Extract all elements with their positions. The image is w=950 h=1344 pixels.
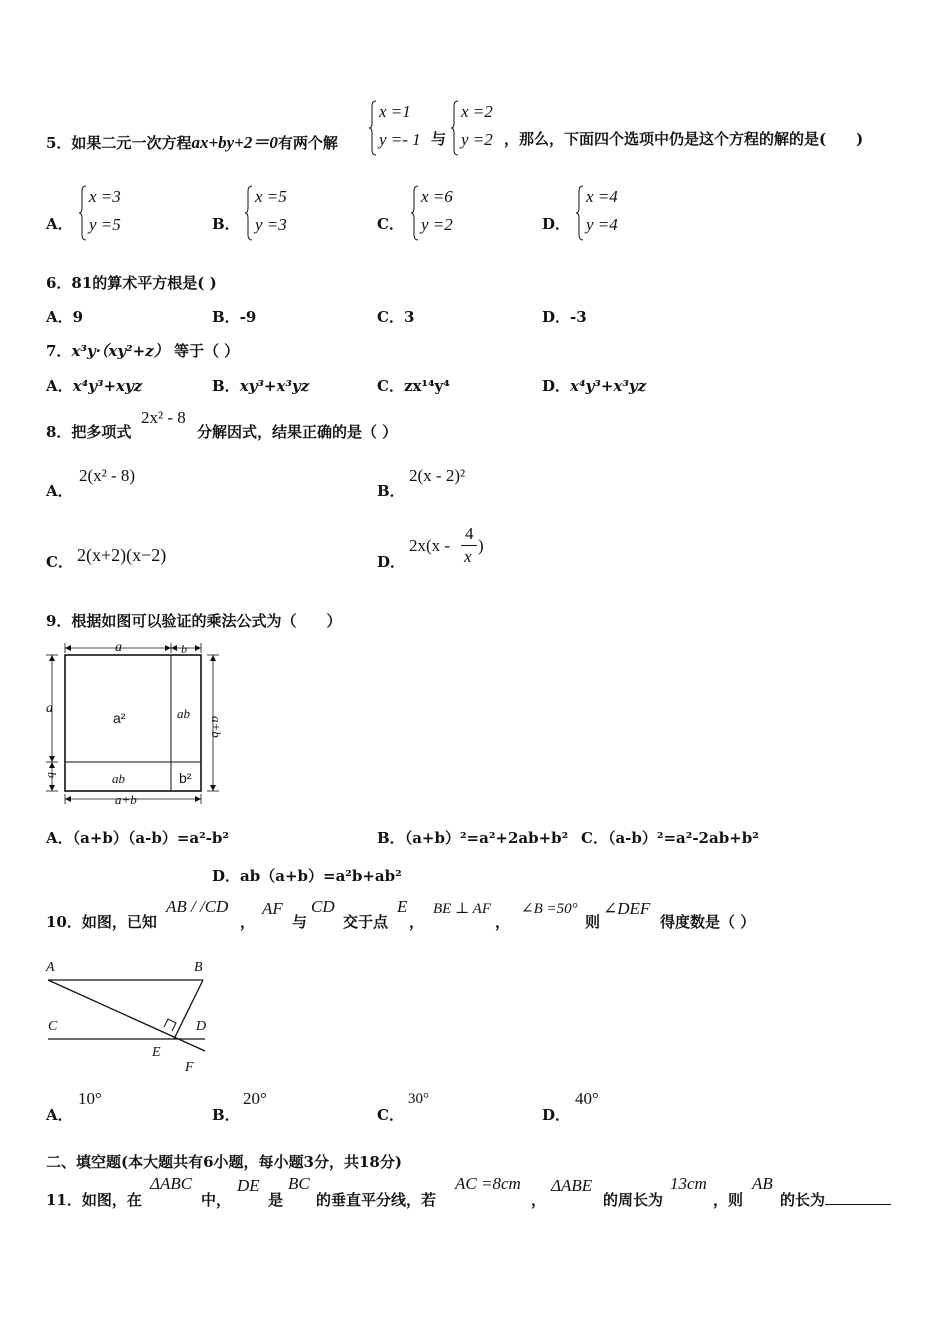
option-label: A． bbox=[46, 377, 73, 395]
q5-and: 与 bbox=[431, 130, 447, 148]
fraction-bar bbox=[461, 545, 477, 546]
q10-parallel-lines-figure bbox=[40, 955, 220, 1080]
q10-af: AF bbox=[262, 899, 283, 918]
option-label: D． bbox=[542, 377, 571, 395]
q8-polynomial: 2x² - 8 bbox=[141, 408, 186, 427]
cell-ab-bottom: ab bbox=[112, 771, 125, 786]
q6-option-d[interactable] bbox=[542, 306, 587, 327]
q8-d-denominator: x bbox=[464, 547, 472, 566]
q5-option-d[interactable] bbox=[576, 185, 636, 241]
q11-blank[interactable] bbox=[825, 1190, 891, 1205]
q10-comma: ， bbox=[495, 913, 511, 931]
q5-solution-1 bbox=[369, 100, 439, 156]
q6-option-a[interactable] bbox=[46, 306, 83, 327]
q11-bc: BC bbox=[288, 1174, 310, 1193]
q11-then: ，则 bbox=[713, 1191, 744, 1209]
q10-suffix: 得度数是（ ） bbox=[660, 913, 756, 931]
q9-option-c[interactable] bbox=[581, 827, 759, 848]
option-line-1: x =5 bbox=[255, 187, 287, 206]
q5-sol1-y: y =- 1 bbox=[379, 130, 421, 149]
q10-e: E bbox=[397, 897, 408, 916]
option-label: C． bbox=[377, 377, 404, 395]
brace-icon bbox=[245, 185, 253, 241]
label-top-b: b bbox=[181, 642, 187, 656]
option-value: （a+b）²=a²+2ab+b² bbox=[404, 829, 569, 847]
option-label: B． bbox=[212, 377, 240, 395]
q10-cd: CD bbox=[311, 897, 335, 916]
point-e: E bbox=[152, 1045, 161, 1060]
q5-sol1-x: x =1 bbox=[379, 102, 411, 121]
q10-angle-b: ∠B =50° bbox=[521, 901, 578, 917]
label-bottom-a-plus-b: a+b bbox=[115, 792, 137, 807]
label-left-b: b bbox=[45, 772, 59, 778]
q8-prefix: 8．把多项式 bbox=[46, 423, 132, 441]
option-line-2: y =4 bbox=[586, 215, 618, 234]
option-label: C． bbox=[581, 829, 608, 847]
q5-option-a[interactable] bbox=[79, 185, 139, 241]
option-label: B． bbox=[212, 308, 240, 326]
q10-option-a-label: A． bbox=[46, 1106, 73, 1124]
q11-mid: 的垂直平分线，若 bbox=[316, 1191, 437, 1209]
cell-ab-right: ab bbox=[177, 706, 190, 721]
q7-option-b[interactable] bbox=[212, 375, 309, 396]
q10-comma: ， bbox=[409, 913, 425, 931]
option-value: -9 bbox=[239, 308, 257, 326]
cell-a-squared: a² bbox=[113, 710, 126, 726]
option-value: x⁴y³+xyz bbox=[72, 377, 143, 395]
q8-d-numerator: 4 bbox=[465, 524, 474, 543]
option-value: -3 bbox=[570, 308, 587, 326]
q5-option-b[interactable] bbox=[245, 185, 305, 241]
q5-mid: 有两个解 bbox=[277, 134, 338, 152]
label-right-a-plus-b: a+b bbox=[209, 716, 224, 738]
q9-option-b[interactable] bbox=[377, 827, 568, 848]
q9-option-a[interactable] bbox=[46, 827, 229, 848]
q10-option-a[interactable]: 10° bbox=[78, 1089, 102, 1108]
q6-option-c[interactable] bbox=[377, 306, 414, 327]
option-value: （a+b）（a-b）=a²-b² bbox=[72, 829, 229, 847]
q11-answer-line bbox=[780, 1189, 891, 1210]
q10-parallel: AB / /CD bbox=[166, 897, 229, 916]
q8-suffix: 分解因式，结果正确的是（ ） bbox=[197, 423, 398, 441]
point-f: F bbox=[185, 1060, 194, 1075]
option-line-1: x =3 bbox=[89, 187, 121, 206]
option-value: （a-b）²=a²-2ab+b² bbox=[607, 829, 759, 847]
option-line-2: y =2 bbox=[421, 215, 453, 234]
q8-option-d-label: D． bbox=[377, 553, 406, 571]
q9-square-figure bbox=[40, 638, 230, 808]
option-label: B． bbox=[377, 829, 405, 847]
q8-option-a[interactable]: 2(x² - 8) bbox=[79, 466, 136, 485]
q11-perimeter: 的周长为 bbox=[603, 1191, 664, 1209]
option-label: D． bbox=[212, 867, 241, 885]
option-label: C． bbox=[377, 308, 404, 326]
point-b: B bbox=[194, 960, 203, 975]
point-d: D bbox=[196, 1019, 207, 1034]
option-label: D． bbox=[542, 308, 571, 326]
q5-sol2-x: x =2 bbox=[461, 102, 493, 121]
q11-ac: AC =8cm bbox=[455, 1174, 521, 1193]
q10-option-c[interactable]: 30° bbox=[408, 1091, 429, 1107]
q5-option-c[interactable] bbox=[411, 185, 471, 241]
q9-stem: 9．根据如图可以验证的乘法公式为（ ） bbox=[46, 612, 342, 630]
cell-b-squared: b² bbox=[179, 770, 192, 786]
point-c: C bbox=[48, 1019, 58, 1034]
q10-angle-def: ∠DEF bbox=[603, 899, 651, 918]
q8-option-a-label: A． bbox=[46, 482, 73, 500]
option-line-1: x =6 bbox=[421, 187, 453, 206]
q11-suffix: 的长为 bbox=[780, 1191, 826, 1209]
q8-d-post: ) bbox=[478, 536, 484, 555]
q5-equation: ax+by+2＝0 bbox=[191, 133, 278, 152]
q10-prefix: 10．如图，已知 bbox=[46, 913, 157, 931]
q8-d-pre: 2x(x - bbox=[409, 536, 451, 555]
q11-zhong: 中， bbox=[201, 1191, 232, 1209]
q8-option-c[interactable]: 2(x+2)(x−2) bbox=[77, 545, 167, 565]
q11-triangle-abc: ΔABC bbox=[150, 1174, 193, 1193]
brace-icon bbox=[576, 185, 584, 241]
q10-comma: ， bbox=[240, 913, 256, 931]
q10-option-d-label: D． bbox=[542, 1106, 571, 1124]
section-heading-fill-in: 二、填空题(本大题共有6小题，每小题3分，共18分) bbox=[46, 1153, 402, 1171]
q7-option-d[interactable] bbox=[542, 375, 646, 396]
q10-option-c-label: C． bbox=[377, 1106, 404, 1124]
q11-shi: 是 bbox=[268, 1191, 284, 1209]
q10-then: 则 bbox=[585, 913, 601, 931]
q9-option-d[interactable] bbox=[212, 865, 402, 886]
q11-length: 13cm bbox=[670, 1174, 707, 1193]
q7-option-a[interactable] bbox=[46, 375, 142, 396]
brace-icon bbox=[79, 185, 87, 241]
option-line-2: y =3 bbox=[255, 215, 287, 234]
q5-prefix: 5．如果二元一次方程 bbox=[46, 134, 192, 152]
option-value: x⁴y³+x³yz bbox=[570, 377, 647, 395]
option-line-2: y =5 bbox=[89, 215, 121, 234]
q10-option-d[interactable]: 40° bbox=[575, 1089, 599, 1108]
q5-option-b-label: B． bbox=[212, 215, 240, 233]
option-value: 3 bbox=[403, 308, 415, 326]
q5-option-d-label: D． bbox=[542, 215, 571, 233]
label-left-a: a bbox=[46, 701, 53, 716]
option-value: zx¹⁴y⁴ bbox=[403, 377, 450, 395]
option-label: A． bbox=[46, 308, 73, 326]
point-a: A bbox=[46, 960, 55, 975]
option-line-1: x =4 bbox=[586, 187, 618, 206]
q7-expression: x³y·（xy²+z） bbox=[71, 342, 169, 360]
q5-sol2-y: y =2 bbox=[461, 130, 493, 149]
q5-suffix: ，那么，下面四个选项中仍是这个方程的解的是( ) bbox=[504, 130, 864, 148]
q5-solution-2 bbox=[451, 100, 511, 156]
label-top-a: a bbox=[115, 640, 122, 655]
q10-meet: 交于点 bbox=[343, 913, 389, 931]
q8-option-c-label: C． bbox=[46, 553, 73, 571]
brace-icon bbox=[369, 100, 377, 156]
q5-option-c-label: C． bbox=[377, 215, 404, 233]
brace-icon bbox=[411, 185, 419, 241]
q7-stem bbox=[46, 340, 239, 361]
brace-icon bbox=[451, 100, 459, 156]
q8-option-b-label: B． bbox=[377, 482, 405, 500]
option-value: 9 bbox=[72, 308, 84, 326]
q5-option-a-label: A． bbox=[46, 215, 73, 233]
q10-perpendicular: BE ⊥ AF bbox=[433, 901, 491, 917]
q8-option-b[interactable]: 2(x - 2)² bbox=[409, 466, 466, 485]
q11-comma: ， bbox=[531, 1191, 547, 1209]
q11-prefix: 11．如图，在 bbox=[46, 1191, 142, 1209]
option-label: A． bbox=[46, 829, 73, 847]
option-value: ab（a+b）=a²b+ab² bbox=[240, 867, 402, 885]
q7-number: 7． bbox=[46, 342, 72, 360]
q5-stem bbox=[46, 128, 338, 153]
option-value: xy³+x³yz bbox=[239, 377, 310, 395]
q10-option-b-label: B． bbox=[212, 1106, 240, 1124]
q10-option-b[interactable]: 20° bbox=[243, 1089, 267, 1108]
q11-ab: AB bbox=[752, 1174, 773, 1193]
q7-option-c[interactable] bbox=[377, 375, 450, 396]
q6-stem: 6．81的算术平方根是( ) bbox=[46, 274, 217, 292]
q11-de: DE bbox=[237, 1176, 260, 1195]
q7-suffix: 等于（ ） bbox=[173, 342, 240, 360]
q10-with: 与 bbox=[292, 913, 308, 931]
q11-triangle-abe: ΔABE bbox=[551, 1176, 593, 1195]
q6-option-b[interactable] bbox=[212, 306, 256, 327]
